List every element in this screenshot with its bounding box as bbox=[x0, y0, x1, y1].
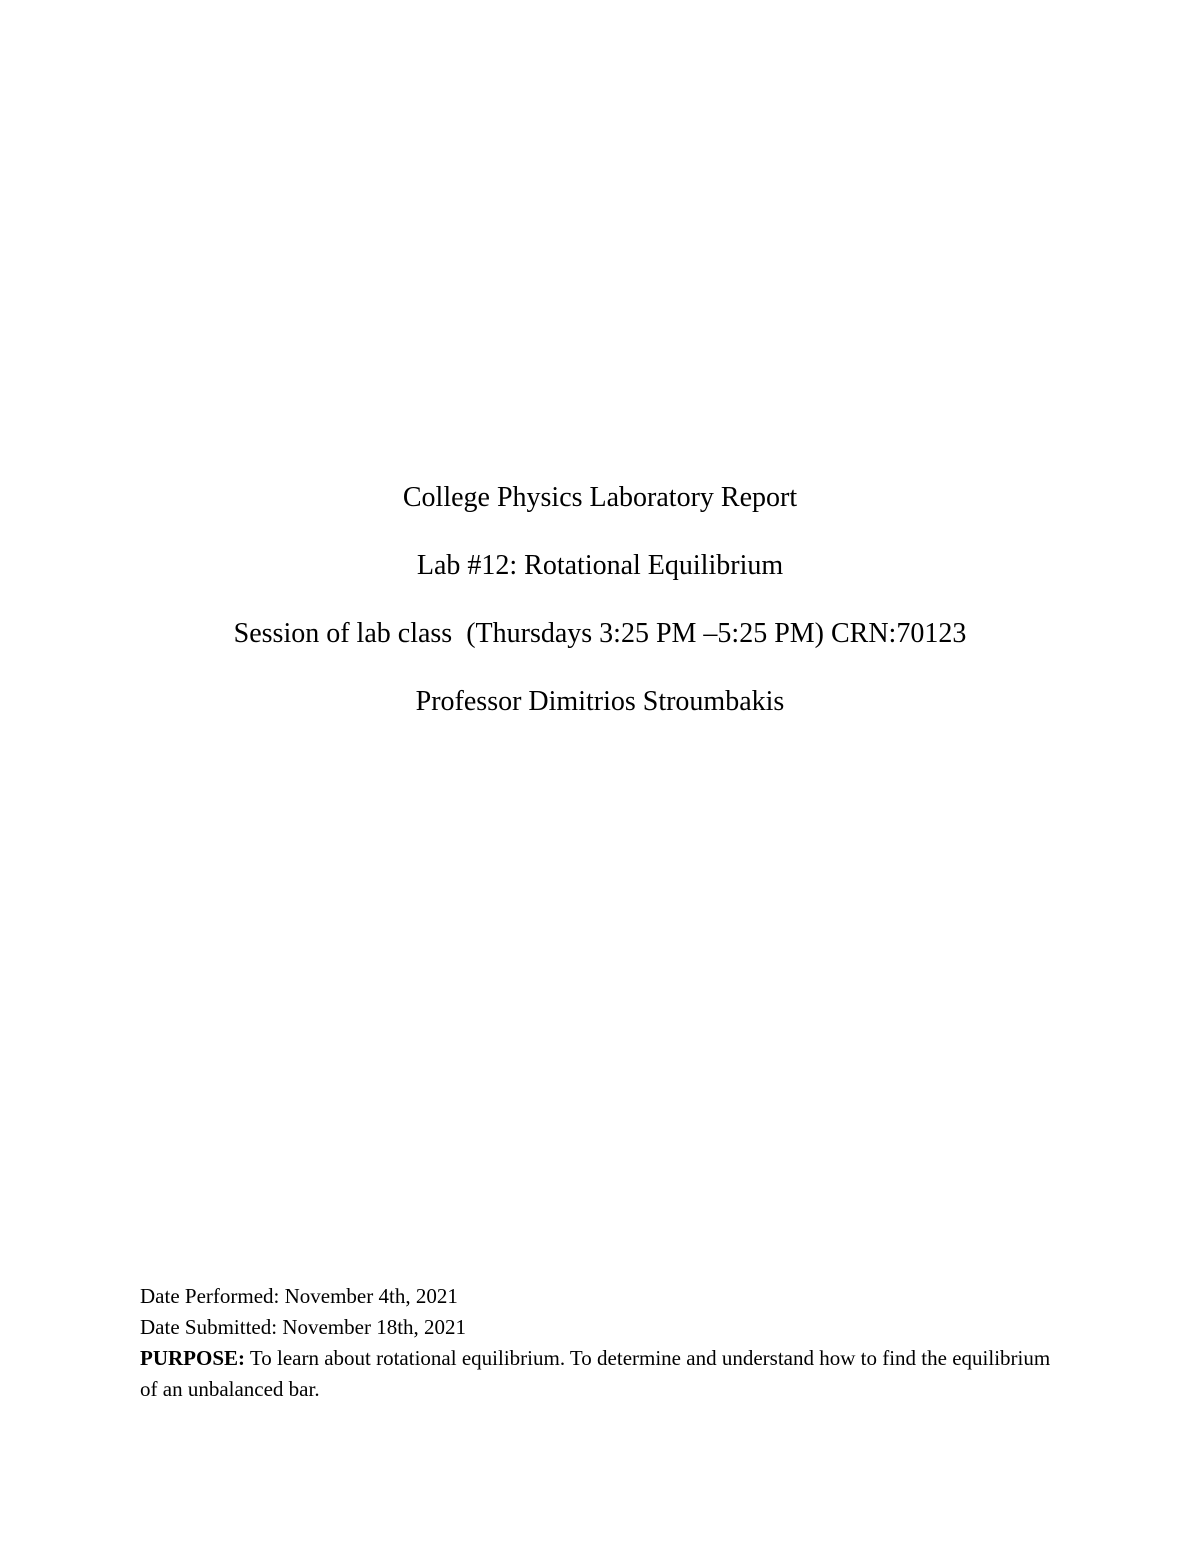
title-block bbox=[0, 478, 1200, 750]
date-submitted: Date Submitted: November 18th, 2021 bbox=[140, 1315, 467, 1339]
report-details bbox=[140, 1281, 1070, 1405]
report-title: College Physics Laboratory Report bbox=[402, 482, 798, 513]
purpose-text: To learn about rotational equilibrium. To determine and understand how to find the equilibrium of an unbalanced bar. bbox=[140, 1346, 1051, 1401]
lab-title: Lab #12: Rotational Equilibrium bbox=[416, 550, 784, 581]
date-performed: Date Performed: November 4th, 2021 bbox=[140, 1284, 458, 1308]
session-info: Session of lab class (Thursdays 3:25 PM –5:25 PM) CRN:70123 bbox=[233, 618, 967, 649]
professor-name: Professor Dimitrios Stroumbakis bbox=[415, 686, 785, 717]
purpose-paragraph bbox=[140, 1343, 1070, 1405]
purpose-label: PURPOSE: bbox=[140, 1346, 245, 1370]
